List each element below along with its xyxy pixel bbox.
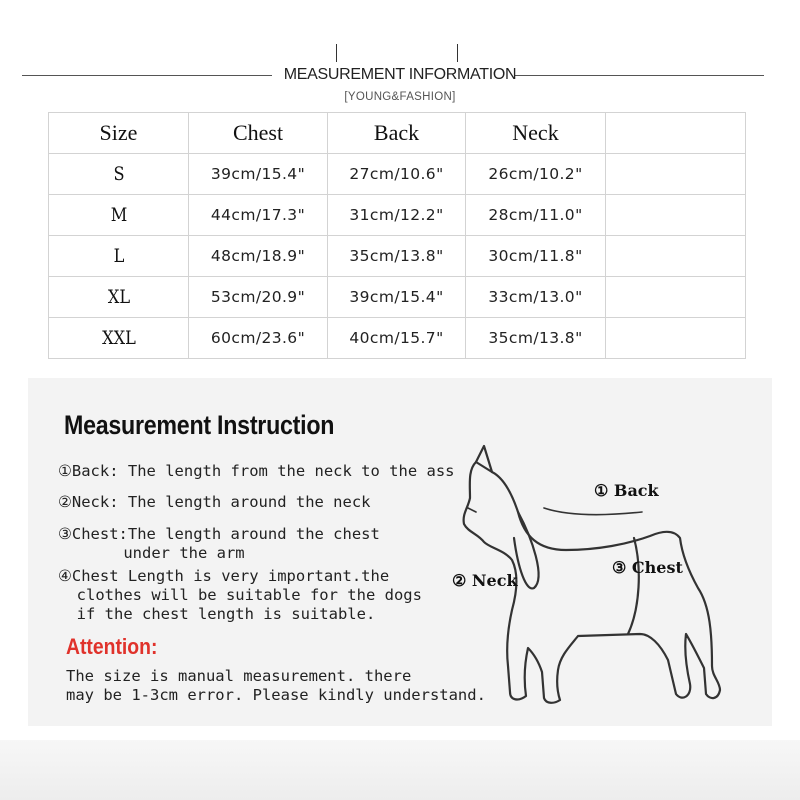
chest-cell: 48cm/18.9" — [189, 236, 328, 277]
col-header-size: Size — [49, 113, 189, 154]
attention-line: may be 1-3cm error. Please kindly understand. — [66, 686, 486, 704]
instruction-line: ②Neck: The length around the neck — [58, 493, 371, 511]
chest-cell: 39cm/15.4" — [189, 154, 328, 195]
back-cell: 31cm/12.2" — [328, 195, 466, 236]
col-header-chest: Chest — [189, 113, 328, 154]
size-cell: L — [59, 236, 178, 277]
neck-label: ② Neck — [452, 571, 518, 590]
size-cell: M — [59, 195, 178, 236]
col-header-neck: Neck — [466, 113, 606, 154]
header — [0, 0, 800, 110]
instruction-line: ④Chest Length is very important.the — [58, 567, 390, 585]
size-cell: XXL — [59, 318, 178, 359]
instruction-line: if the chest length is suitable. — [58, 605, 376, 623]
chest-loop — [628, 538, 639, 634]
size-table — [48, 112, 746, 359]
table-row — [49, 195, 746, 236]
neck-cell: 28cm/11.0" — [466, 195, 606, 236]
neck-cell: 33cm/13.0" — [466, 277, 606, 318]
chest-cell: 44cm/17.3" — [189, 195, 328, 236]
attention-title: Attention: — [66, 634, 158, 659]
instruction-line: clothes will be suitable for the dogs — [58, 586, 422, 604]
table-row — [49, 318, 746, 359]
table-row — [49, 277, 746, 318]
back-cell: 40cm/15.7" — [328, 318, 466, 359]
col-header-back: Back — [328, 113, 466, 154]
instruction-title: Measurement Instruction — [64, 410, 335, 440]
chest-cell: 53cm/20.9" — [189, 277, 328, 318]
instruction-panel — [28, 378, 772, 726]
back-line — [544, 508, 642, 515]
size-cell: XL — [59, 277, 178, 318]
table-row — [49, 154, 746, 195]
size-cell: S — [59, 154, 178, 195]
page-title: MEASUREMENT INFORMATION — [283, 66, 517, 83]
neck-cell: 26cm/10.2" — [466, 154, 606, 195]
back-cell: 39cm/15.4" — [328, 277, 466, 318]
empty-cell — [606, 195, 746, 236]
attention-line: The size is manual measurement. there — [66, 667, 412, 685]
back-label: ① Back — [594, 481, 659, 500]
page-subtitle: [YOUNG&FASHION] — [344, 91, 456, 103]
neck-cell: 30cm/11.8" — [466, 236, 606, 277]
instruction-line: ①Back: The length from the neck to the ass — [58, 462, 455, 480]
table-row — [49, 236, 746, 277]
bottom-fade — [0, 740, 800, 800]
empty-cell — [606, 154, 746, 195]
instruction-line: ③Chest:The length around the chest — [58, 525, 380, 543]
empty-cell — [606, 318, 746, 359]
neck-cell: 35cm/13.8" — [466, 318, 606, 359]
table-header-row — [49, 113, 746, 154]
empty-cell — [606, 236, 746, 277]
col-header-empty — [606, 113, 746, 154]
instruction-line: under the arm — [58, 544, 245, 562]
chest-cell: 60cm/23.6" — [189, 318, 328, 359]
back-cell: 35cm/13.8" — [328, 236, 466, 277]
dog-diagram — [428, 438, 758, 718]
neck-loop — [514, 512, 539, 588]
empty-cell — [606, 277, 746, 318]
chest-label: ③ Chest — [612, 558, 683, 577]
divider-tick — [457, 44, 458, 62]
eye — [468, 508, 476, 512]
divider-tick — [336, 44, 337, 62]
back-cell: 27cm/10.6" — [328, 154, 466, 195]
